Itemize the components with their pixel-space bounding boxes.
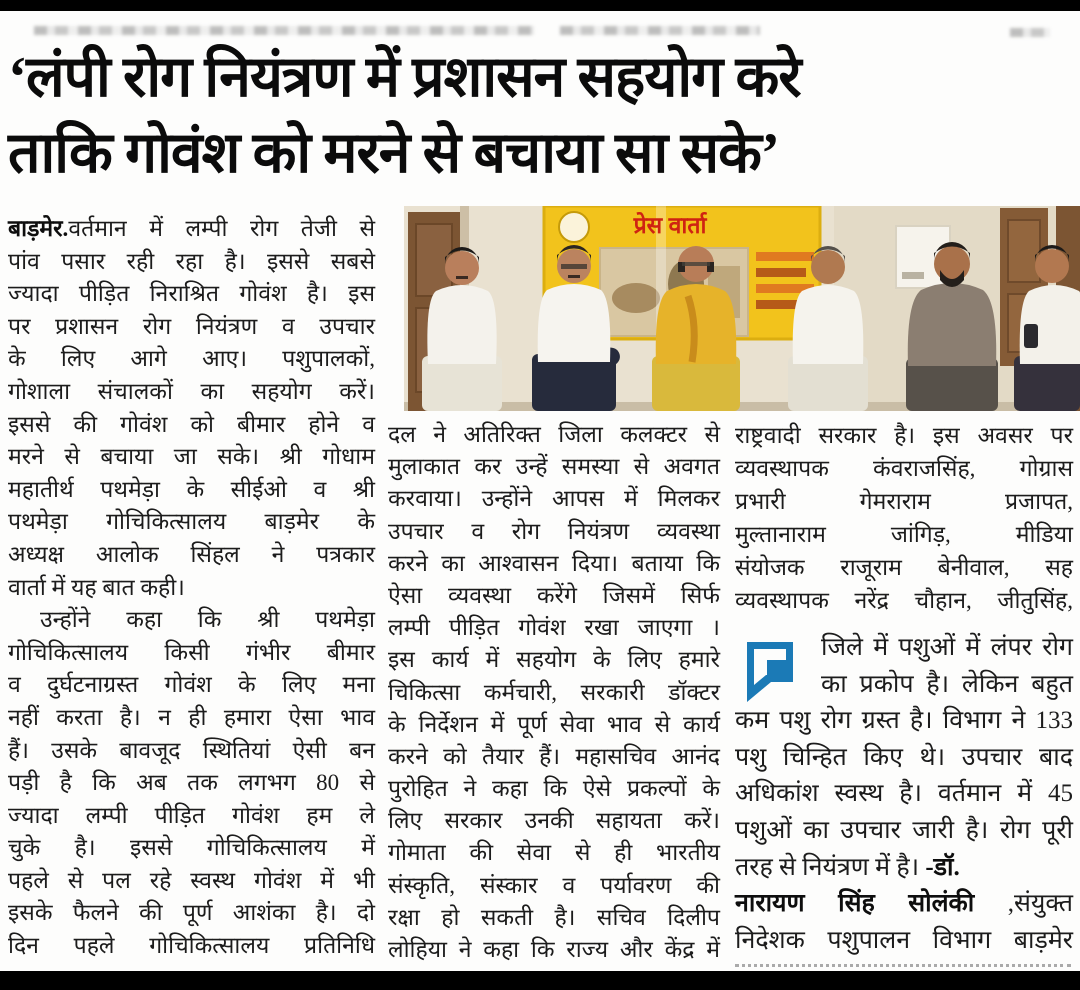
quote-attribution: नारायण सिंह सोलंकी ,संयुक्त [735,890,1073,918]
newsprint-artifact [560,26,760,35]
text-line: प्रभारी गेमराराम प्रजापत, [735,489,1073,514]
text-line: का प्रकोप है। लेकिन बहुत [821,670,1073,698]
dotted-divider [735,964,1071,967]
text-line: के निर्देशन में पूर्ण सेवा भाव से कार्य [388,711,720,737]
text-line: मरने से बचाया जा सके। श्री गोधाम [8,444,375,470]
text-line: पथमेड़ा गोचिकित्सालय बाड़मेर के [8,509,375,535]
column-2-lines [388,419,720,966]
text-line: कम पशु रोग ग्रस्त है। विभाग ने 133 [735,707,1073,735]
text-line: पशुओं का उपचार जारी है। रोग पूरी [735,816,1073,844]
text-line: अधिकांश स्वस्थ है। वर्तमान में 45 [735,780,1073,808]
dateline-line: बाड़मेर.वर्तमान में लम्पी रोग तेजी से [8,216,375,241]
bottom-black-bar [0,971,1080,990]
text-line: मुल्तानाराम जांगिड़, मीडिया [735,522,1073,547]
newsprint-artifact [1010,28,1050,37]
text-line: हैं। उसके बावजूद स्थितियां ऐसी बन [8,737,375,763]
text-line: उपचार व रोग नियंत्रण व्यवस्था [388,518,720,544]
text-line: संयोजक राजूराम बेनीवाल, सह [735,555,1073,580]
column-1-lines [8,246,375,963]
text-line: गोमाता की सेवा से ही भारतीय [388,840,720,866]
text-line: करने को तैयार हैं। महासचिव आनंद [388,743,720,769]
text-line: गोचिकित्सालय किसी गंभीर बीमार [8,639,375,665]
text-line: पांव पसार रही रहा है। इससे सबसे [8,248,375,274]
text-line: लिए सरकार उनकी सहायता करें। [388,808,720,834]
text-line: जिले में पशुओं में लंपर रोग [821,634,1073,661]
text-line: राष्ट्रवादी सरकार है। इस अवसर पर [735,423,1073,448]
text-line: ज्यादा पीड़ित निराश्रित गोवंश है। इस [8,281,375,307]
text-line: ज्यादा लम्पी पीड़ित गोवंश हम ले [8,802,375,828]
quote-icon [737,638,801,706]
text-line: पशु चिन्हित किए थे। उपचार बाद [735,743,1073,771]
headline-line-1: ‘लंपी रोग नियंत्रण में प्रशासन सहयोग करे [8,46,801,109]
text-line: रक्षा हो सकती है। सचिव दिलीप [388,904,720,930]
text-line: करवाया। उन्होंने आपस में मिलकर [388,486,720,512]
text-line: लोहिया ने कहा कि राज्य और केंद्र में [388,937,720,962]
quote-line-7: तरह से नियंत्रण में है। -डॉ. [735,853,960,881]
text-line: पुरोहित ने कहा कि ऐसे प्रकल्पों के [388,776,720,802]
text-line: लम्पी पीड़ित गोवंश रखा जाएगा । [388,615,720,641]
article-column-2 [388,419,720,966]
text-line: इस कार्य में सहयोग के लिए हमारे [388,647,720,673]
text-line: पर प्रशासन रोग नियंत्रण व उपचार [8,313,375,339]
text-line: दल ने अतिरिक्त जिला कलक्टर से [388,422,720,447]
headline-line-2: ताकि गोवंश को मरने से बचाया सा सके’ [8,122,779,185]
text-line: व दुर्घटनाग्रस्त गोवंश के लिए मना [8,672,375,698]
article-headline [8,40,1074,192]
text-line: व्यवस्थापक कंवराजसिंह, गोग्रास [735,456,1073,481]
text-line: नहीं करता है। न ही हमारा ऐसा भाव [8,704,375,730]
article-column-1 [8,213,375,963]
text-line: महातीर्थ पथमेड़ा के सीईओ व श्री [8,476,375,502]
text-line: चुके है। इससे गोचिकित्सालय में [8,835,375,861]
text-line: व्यवस्थापक नरेंद्र चौहान, जीतुसिंह, [735,588,1073,613]
press-conference-photo [404,206,1080,411]
text-line: अध्यक्ष आलोक सिंहल ने पत्रकार [8,541,375,567]
dateline: बाड़मेर. [8,216,69,241]
text-line: चिकित्सा कर्मचारी, सरकारी डॉक्टर [388,679,720,705]
text-line: मुलाकात कर उन्हें समस्या से अवगत [388,454,720,480]
top-black-bar [0,0,1080,11]
text-line: संस्कृति, संस्कार व पर्यावरण की [388,872,720,898]
text-line: उन्होंने कहा कि श्री पथमेड़ा [40,607,375,633]
quote-attribution-line-2: निदेशक पशुपालन विभाग बाड़मेर [735,926,1073,954]
text-line: पड़ी है कि अब तक लगभग 80 से [8,770,375,796]
column-3-lines [735,419,1073,617]
text-line: दिन पहले गोचिकित्सालय प्रतिनिधि [8,933,375,959]
text-line: वार्ता में यह बात कही। [8,574,185,600]
text-line: इससे की गोवंश को बीमार होने व [8,411,375,437]
pull-quote-block [735,630,1073,967]
text-line: गोशाला संचालकों का सहयोग करें। [8,378,375,404]
banner-text: प्रेस वार्ता [633,212,707,238]
text-line: इसके फैलने की पूर्ण आशंका है। दो [8,900,375,926]
text-line: पहले से पल रहे स्वस्थ गोवंश में भी [8,867,375,893]
article-column-3 [735,419,1073,617]
newsprint-artifact [34,26,534,35]
text-line: ऐसा व्यवस्था करेंगे जिसमें सिर्फ [388,582,720,608]
text-line: करने का आश्वासन दिया। बताया कि [388,550,720,576]
text-line: के लिए आगे आए। पशुपालकों, [8,346,375,372]
